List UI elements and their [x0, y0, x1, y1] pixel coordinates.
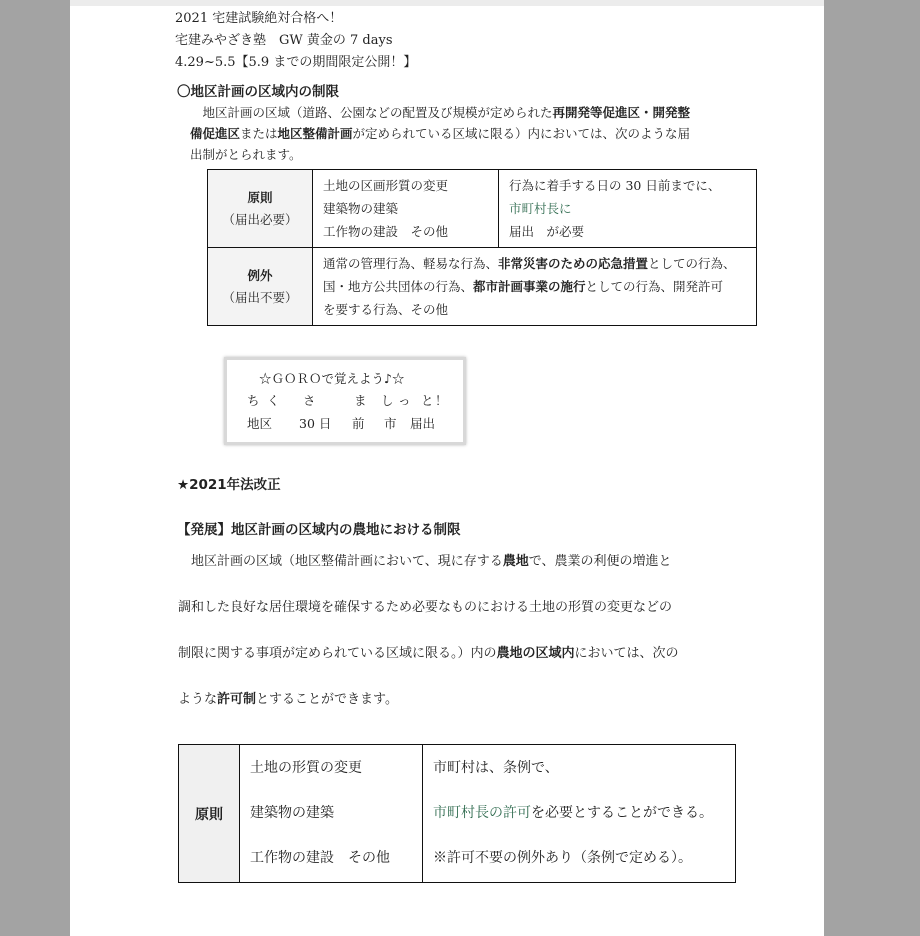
exception-text: 国・地方公共団体の行為、	[323, 279, 474, 294]
act-item: 建築物の建築	[323, 201, 399, 216]
goro-word-3: 前	[352, 416, 365, 431]
para-bold-plan: 地区整備計画	[277, 126, 353, 141]
section1-paragraph	[190, 102, 750, 165]
exception-text: としての行為、開発許可	[585, 279, 724, 294]
requirement-line: 届出 が必要	[509, 224, 585, 239]
section2-line-1	[178, 550, 672, 569]
farmland-req-permit: 許可	[503, 805, 531, 821]
header-line-3: 4.29~5.5【5.9 までの期間限定公開！】	[175, 55, 417, 70]
acts-cell	[313, 170, 499, 248]
table-row-exception	[208, 248, 757, 326]
exception-text: としての行為、	[648, 256, 736, 271]
exception-text: 通常の管理行為、軽易な行為、	[323, 256, 499, 271]
goro-word-2: 30 日	[299, 416, 332, 431]
goro-kana-6: っ	[398, 393, 411, 408]
goro-kana-1: ち	[247, 393, 260, 408]
goro-kana-5: し	[381, 393, 394, 408]
s2-text: 地区計画の区域（地区整備計画において、現に存する	[178, 554, 503, 569]
farmland-req-text: を必要とすることができる。	[531, 805, 713, 821]
section2-line-3	[178, 642, 679, 661]
exception-label: 例外	[247, 267, 273, 283]
para-bold-zone: 再開発等促進区・開発整	[552, 105, 691, 120]
law-revision-title: ★2021年法改正	[177, 477, 281, 493]
notification-table	[207, 169, 757, 326]
para-text: が定められている区域に限る）内においては、次のような届	[352, 126, 691, 141]
para-text: 地区計画の区域（道路、公園などの配置及び規模が定められた	[190, 105, 553, 120]
goro-kana-2: く	[267, 393, 280, 408]
exception-bold: 都市計画事業の施行	[473, 279, 586, 294]
goro-kana-3: さ	[303, 393, 316, 408]
farmland-act-item: 土地の形質の変更	[250, 760, 362, 776]
s2-bold: 農地の区域内	[496, 646, 575, 661]
s2-text: ような	[178, 692, 218, 707]
exception-text-cell	[313, 248, 757, 326]
goro-kana-7: と	[421, 393, 434, 408]
requirement-line: 市町村長に	[509, 201, 572, 216]
para-bold-zone-cont: 備促進区	[190, 126, 241, 141]
section2-line-4	[178, 688, 398, 707]
farmland-req-line: 市町村は、条例で、	[433, 760, 559, 776]
s2-bold: 許可制	[217, 692, 257, 707]
farmland-principle-label: 原則	[195, 806, 223, 823]
goro-title: ☆ＧＯＲＯで覚えよう♪☆	[259, 371, 405, 386]
farmland-req-line	[424, 791, 734, 836]
farmland-permit-table	[178, 744, 736, 883]
para-text: 出制がとられます。	[190, 147, 302, 162]
header-line-1: 2021 宅建試験絶対合格へ！	[175, 11, 343, 26]
s2-text: 制限に関する事項が定められている区域に限る。）内の	[178, 646, 497, 661]
goro-word-4: 市	[384, 416, 397, 431]
goro-kana-4: ま	[354, 393, 367, 408]
s2-text: で、農業の利便の増進と	[528, 554, 672, 569]
section2-title: 【発展】地区計画の区域内の農地における制限	[177, 522, 461, 538]
principle-label-cell	[208, 170, 313, 248]
principle-sub: （届出必要）	[222, 211, 298, 227]
exception-sub: （届出不要）	[222, 289, 298, 305]
principle-label: 原則	[247, 189, 273, 205]
act-item: 土地の区画形質の変更	[323, 178, 449, 193]
goro-word-5: 届出	[410, 416, 436, 431]
exception-label-cell	[208, 248, 313, 326]
goro-mnemonic-box	[224, 357, 466, 445]
exception-text: を要する行為、その他	[323, 302, 449, 317]
requirement-cell	[499, 170, 757, 248]
section2-line-2: 調和した良好な居住環境を確保するため必要なものにおける土地の形質の変更などの	[178, 600, 673, 615]
farmland-req-line: ※許可不要の例外あり（条例で定める）。	[433, 850, 692, 866]
s2-text: とすることができます。	[256, 692, 398, 707]
s2-bold: 農地	[502, 554, 529, 569]
header-line-2: 宅建みやざき塾 GW 黄金の 7 days	[175, 33, 393, 48]
exception-bold: 非常災害のための応急措置	[498, 256, 649, 271]
act-item: 工作物の建設 その他	[323, 224, 449, 239]
farmland-principle-label-cell	[179, 745, 240, 883]
farmland-act-item: 工作物の建設 その他	[250, 850, 390, 866]
farmland-req-green: 市町村長の	[433, 805, 503, 821]
table-row-principle	[179, 745, 736, 883]
goro-kana-8: ！	[435, 393, 448, 408]
table-row-principle	[208, 170, 757, 248]
farmland-acts-cell	[240, 745, 423, 883]
farmland-requirement-cell	[423, 745, 736, 883]
section1-title: 〇地区計画の区域内の制限	[177, 84, 339, 100]
farmland-act-item: 建築物の建築	[250, 805, 334, 821]
goro-word-1: 地区	[247, 416, 273, 431]
requirement-line: 行為に着手する日の 30 日前までに、	[509, 178, 721, 193]
para-text: または	[240, 126, 278, 141]
s2-text: においては、次の	[574, 646, 679, 661]
